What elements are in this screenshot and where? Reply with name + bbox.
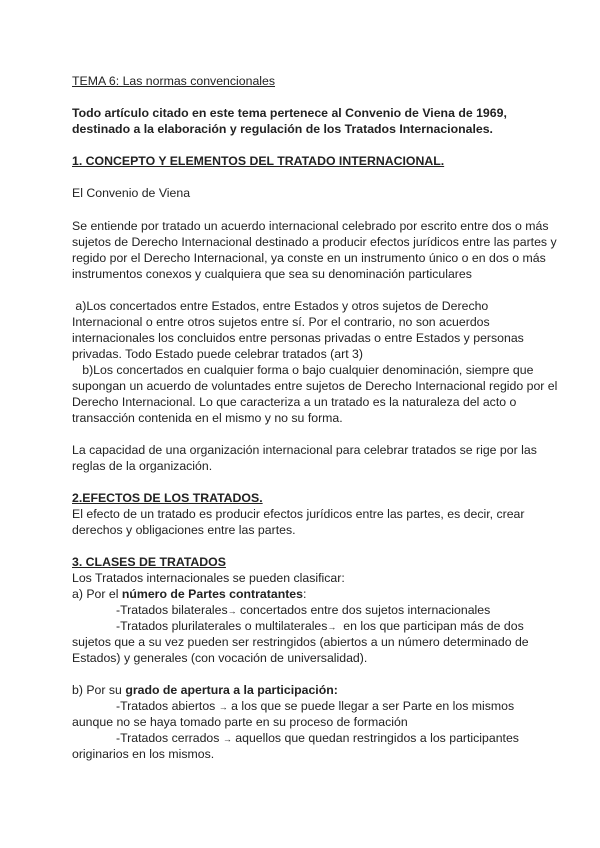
arrow-icon: → xyxy=(227,606,237,616)
closed-treaties-label: -Tratados cerrados xyxy=(116,731,223,745)
document-title: TEMA 6: Las normas convencionales xyxy=(72,74,276,88)
open-treaties-label: -Tratados abiertos xyxy=(116,699,219,713)
classification-b-criterion: grado de apertura a la participación: xyxy=(125,683,338,697)
elements-line: privadas. Todo Estado puede celebrar tratados (art 3) xyxy=(72,347,363,361)
classification-a-line xyxy=(72,586,306,602)
classification-a-suffix: : xyxy=(302,587,307,601)
bilateral-text: concertados entre dos sujetos internacionales xyxy=(236,603,491,617)
classification-b-line xyxy=(72,682,338,698)
closed-treaties-continuation: originarios en los mismos. xyxy=(72,747,215,761)
definition-line: Se entiende por tratado un acuerdo internacional celebrado por escrito entre dos o más xyxy=(72,219,549,233)
bilateral-label: -Tratados bilaterales xyxy=(116,603,228,617)
arrow-icon: → xyxy=(222,734,232,744)
elements-line: internacionales los concluidos entre personas privadas o entre Estados y personas xyxy=(72,331,524,345)
section-3-intro: Los Tratados internacionales se pueden clasificar: xyxy=(72,571,345,585)
classification-b-prefix: b) Por su xyxy=(72,683,126,697)
elements-line: Derecho Internacional. Lo que caracteriza a un tratado es la naturaleza del acto o xyxy=(72,395,517,409)
open-treaties-item xyxy=(116,698,514,715)
intro-line-1: Todo artículo citado en este tema pertenece al Convenio de Viena de 1969, xyxy=(72,106,507,120)
multilateral-continuation: sujetos que a su vez pueden ser restringidos (abiertos a un número determinado de xyxy=(72,635,529,649)
arrow-icon: → xyxy=(327,622,337,632)
classification-a-prefix: a) Por el xyxy=(72,587,122,601)
multilateral-item xyxy=(116,618,524,635)
multilateral-text: en los que participan más de dos xyxy=(336,619,524,633)
bilateral-item xyxy=(116,602,490,619)
closed-treaties-item xyxy=(116,730,519,747)
definition-line: instrumentos conexos y cualquiera que sea su denominación particulares xyxy=(72,267,472,281)
capacity-line: reglas de la organización. xyxy=(72,459,213,473)
definition-line: sujetos de Derecho Internacional destinado a producir efectos jurídicos entre las partes y xyxy=(72,235,557,249)
section-1-heading: 1. CONCEPTO Y ELEMENTOS DEL TRATADO INTERNACIONAL. xyxy=(72,154,445,168)
multilateral-label: -Tratados plurilaterales o multilaterales xyxy=(116,619,328,633)
closed-treaties-text: aquellos que quedan restringidos a los participantes xyxy=(231,731,519,745)
elements-line: b)Los concertados en cualquier forma o bajo cualquier denominación, siempre que xyxy=(72,363,534,377)
intro-line-2: destinado a la elaboración y regulación de los Tratados Internacionales. xyxy=(72,122,493,136)
elements-line: supongan un acuerdo de voluntades entre sujetos de Derecho Internacional regido por el xyxy=(72,379,558,393)
effects-line: El efecto de un tratado es producir efectos jurídicos entre las partes, es decir, crear xyxy=(72,507,525,521)
definition-line: regido por el Derecho Internacional, ya conste en un instrumento único o en dos o más xyxy=(72,251,546,265)
open-treaties-continuation: aunque no se haya tomado parte en su proceso de formación xyxy=(72,715,408,729)
section-2-heading: 2.EFECTOS DE LOS TRATADOS. xyxy=(72,491,263,505)
elements-line: a)Los concertados entre Estados, entre Estados y otros sujetos de Derecho xyxy=(72,299,489,313)
section-3-heading: 3. CLASES DE TRATADOS xyxy=(72,555,226,569)
section-1-subheading: El Convenio de Viena xyxy=(72,186,191,200)
elements-line: transacción contenida en el mismo y no su forma. xyxy=(72,411,343,425)
elements-line: Internacional o entre otros sujetos entre sí. Por el contrario, no son acuerdos xyxy=(72,315,490,329)
effects-line: derechos y obligaciones entre las partes. xyxy=(72,523,296,537)
classification-a-criterion: número de Partes contratantes xyxy=(121,587,303,601)
open-treaties-text: a los que se puede llegar a ser Parte en los mismos xyxy=(227,699,515,713)
arrow-icon: → xyxy=(218,702,228,712)
capacity-line: La capacidad de una organización internacional para celebrar tratados se rige por las xyxy=(72,443,537,457)
multilateral-continuation: Estados) y generales (con vocación de universalidad). xyxy=(72,651,368,665)
